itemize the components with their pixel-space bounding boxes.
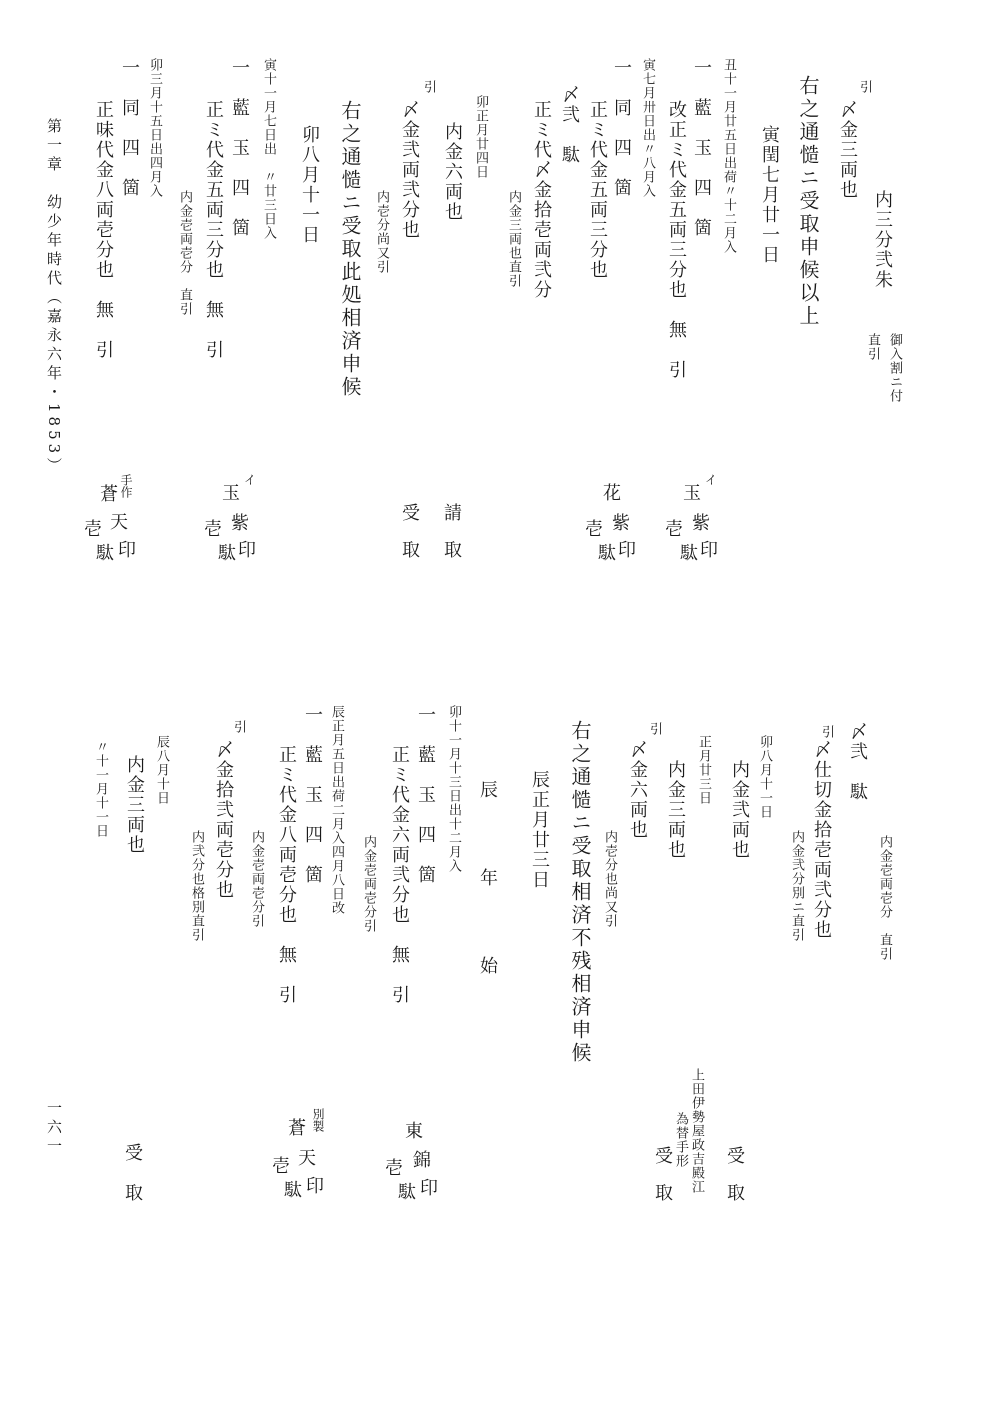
page-number: 一六一 [45, 1100, 63, 1157]
item-column: 一 藍 玉 四 箇 [691, 58, 712, 238]
date-column: 卯八月十一日 [299, 125, 320, 245]
item-column: 一 同 四 箇 [119, 58, 140, 198]
text-column: 内金三両也 [124, 755, 145, 855]
shipping-column: 卯三月十五日出四月入 [147, 58, 162, 198]
stamp-mark: 紫 [692, 513, 710, 534]
stamp-mark: 受 [402, 503, 420, 524]
text-column: 〆仕切金拾壱両弐分也 [811, 740, 832, 940]
note-column: 内金壱両壱分引 [249, 830, 264, 928]
note-column: 為替手形 [673, 1112, 688, 1168]
section-heading: 辰 年 始 [477, 780, 498, 1000]
shipping-column: 寅十一月七日出 〃廿三日入 [261, 58, 276, 240]
text-column: 引 [819, 725, 834, 739]
stamp-mark: 印 [238, 540, 256, 561]
stamp-mark: 印 [700, 540, 718, 561]
text-column: 右之通慥ニ受取此処相済申候 [338, 100, 362, 399]
stamp-mark: イ [705, 473, 718, 487]
stamp-mark: 印 [618, 540, 636, 561]
stamp-mark: 取 [727, 1183, 745, 1204]
text-column: 引 [421, 80, 436, 94]
stamp-mark: 天 [110, 512, 128, 533]
note-column: 内壱分也尚又引 [602, 830, 617, 928]
date-column: 辰八月十日 [154, 735, 169, 805]
item-column: 一 藍 玉 四 箇 [229, 58, 250, 238]
date-column: 正月廿三日 [696, 735, 711, 805]
date-column: 寅閏七月廿一日 [759, 125, 780, 265]
stamp-mark: 壱 [204, 519, 222, 540]
note-column: 内壱分尚又引 [374, 190, 389, 274]
stamp-mark: 印 [420, 1178, 438, 1199]
stamp-mark: 駄 [284, 1180, 302, 1201]
stamp-mark: 紫 [231, 513, 249, 534]
stamp-mark: 錦 [413, 1150, 431, 1171]
text-column: 右之通慥ニ受取相済不残相済申候 [568, 720, 592, 1065]
stamp-mark: 蒼 [288, 1118, 306, 1139]
date-column: 辰正月廿三日 [529, 770, 550, 890]
text-column: 正ミ代金六両弐分也 無 引 [389, 745, 410, 1005]
text-column: 改正ミ代金五両三分也 無 引 [666, 100, 687, 380]
stamp-mark: 玉 [222, 483, 240, 504]
stamp-mark: 駄 [398, 1182, 416, 1203]
stamp-mark: 印 [118, 540, 136, 561]
text-column: 〆金弐両弐分也 [399, 100, 420, 240]
stamp-mark: 取 [444, 540, 462, 561]
text-column: 正ミ代金五両三分也 無 引 [203, 100, 224, 360]
stamp-mark: 壱 [272, 1156, 290, 1177]
text-column: 正ミ代〆金拾壱両弐分 [531, 100, 552, 300]
note-column: 内金壱両壱分 直引 [177, 190, 192, 316]
text-column: 〆弐 駄 [847, 722, 868, 802]
shipping-column: 辰正月五日出荷二月入四月八日改 [329, 705, 344, 915]
stamp-mark: 駄 [96, 543, 114, 564]
stamp-mark: 受 [655, 1146, 673, 1167]
stamp-mark: 取 [655, 1183, 673, 1204]
stamp-mark: 駄 [598, 543, 616, 564]
note-column: 御入割ニ付 [887, 333, 902, 403]
stamp-mark: 駄 [218, 543, 236, 564]
text-column: 正味代金八両壱分也 無 引 [93, 100, 114, 360]
note-column: 内金弐分別ニ直引 [789, 830, 804, 942]
text-column: 〆金三両也 [837, 100, 858, 200]
shipping-column: 寅七月卅日出〃八月入 [640, 58, 655, 198]
stamp-mark: 花 [603, 483, 621, 504]
text-column: 内金三両也 [665, 760, 686, 860]
item-column: 一 藍 玉 四 箇 [415, 705, 436, 885]
stamp-mark: 駄 [680, 543, 698, 564]
stamp-mark: 東 [405, 1121, 423, 1142]
stamp-mark: 蒼 [100, 484, 118, 505]
stamp-mark: 壱 [84, 519, 102, 540]
note-column: 内弐分也格別直引 [189, 830, 204, 942]
stamp-mark: 玉 [683, 483, 701, 504]
note-column: 上田伊勢屋政吉殿江 [689, 1068, 704, 1194]
note-column: 内金壱両壱分引 [361, 835, 376, 933]
text-column: 正ミ代金五両三分也 [587, 100, 608, 280]
stamp-mark: 天 [298, 1148, 316, 1169]
stamp-mark: 請 [444, 503, 462, 524]
text-column: 〆金拾弐両壱分也 [213, 740, 234, 900]
note-column: 内金壱両壱分 直引 [877, 835, 892, 961]
text-column: 内金六両也 [442, 122, 463, 222]
note-column: 内金三両也直引 [506, 190, 521, 288]
stamp-mark: 壱 [585, 519, 603, 540]
stamp-mark: 壱 [385, 1158, 403, 1179]
stamp-mark: 取 [125, 1183, 143, 1204]
stamp-mark: 受 [125, 1143, 143, 1164]
text-column: 引 [857, 80, 872, 94]
date-column: 卯八月十一日 [757, 735, 772, 819]
stamp-mark: 壱 [665, 519, 683, 540]
stamp-mark: 印 [306, 1176, 324, 1197]
text-column: 内金弐両也 [729, 760, 750, 860]
stamp-mark: 受 [727, 1146, 745, 1167]
item-column: 一 同 四 箇 [611, 58, 632, 198]
shipping-column: 丑十一月廿五日出荷〃十二月入 [721, 58, 736, 254]
text-column: 内三分弐朱 [872, 190, 893, 290]
stamp-mark: 取 [402, 540, 420, 561]
note-column: 直引 [865, 333, 880, 361]
date-column: 卯正月廿四日 [473, 95, 488, 179]
stamp-mark: 手作 [119, 474, 133, 498]
stamp-mark: イ [244, 473, 257, 487]
text-column: 正ミ代金八両壱分也 無 引 [276, 745, 297, 1005]
text-column: 引 [231, 720, 246, 734]
stamp-mark: 紫 [612, 513, 630, 534]
text-column: 引 [647, 722, 662, 736]
text-column: 〆弐 駄 [559, 85, 580, 165]
text-column: 右之通慥ニ受取申候以上 [796, 75, 820, 328]
date-column: 〃十一月十一日 [93, 740, 108, 838]
stamp-mark: 別製 [311, 1108, 325, 1132]
chapter-header: 第一章 幼少年時代（嘉永六年・1853） [45, 118, 63, 477]
text-column: 〆金六両也 [627, 740, 648, 840]
item-column: 一 藍 玉 四 箇 [302, 705, 323, 885]
shipping-column: 卯十一月十三日出十二月入 [446, 705, 461, 873]
